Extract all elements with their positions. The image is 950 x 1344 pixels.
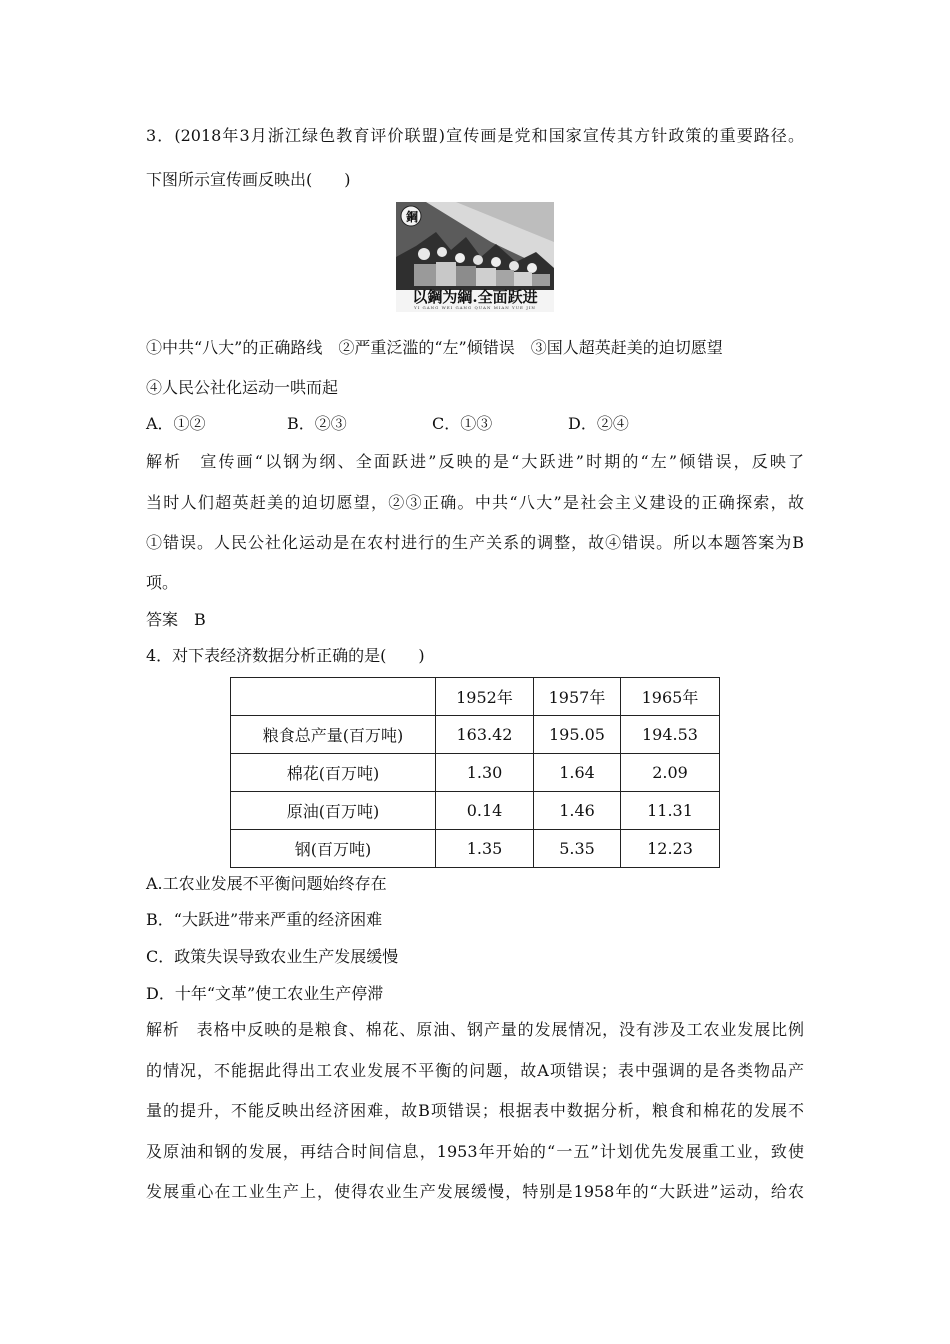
q3-option-c: C．①③ [432, 414, 493, 433]
table-cell: 钢(百万吨) [231, 830, 436, 868]
q3-options [146, 414, 804, 434]
q4-option-d: D．十年“文革”使工农业生产停滞 [146, 984, 384, 1003]
table-row [231, 830, 720, 868]
q3-answer: 答案 B [146, 610, 206, 629]
q3-analysis-line-4: 项。 [146, 573, 179, 592]
table-header-row [231, 678, 720, 716]
q3-stem-line-2: 下图所示宣传画反映出( ) [146, 170, 351, 189]
table-cell: 棉花(百万吨) [231, 754, 436, 792]
table-cell: 194.53 [621, 716, 720, 754]
table-cell: 1.64 [534, 754, 621, 792]
q4-option-a: A.工农业发展不平衡问题始终存在 [146, 874, 387, 893]
table-cell: 0.14 [436, 792, 534, 830]
table-cell: 5.35 [534, 830, 621, 868]
q4-analysis-line-5: 发展重心在工业生产上，使得农业生产发展缓慢，特别是1958年的“大跃进”运动，给农 [146, 1182, 804, 1201]
table-cell: 12.23 [621, 830, 720, 868]
q4-analysis-line-2: 的情况，不能据此得出工农业发展不平衡的问题，故A项错误；表中强调的是各类物品产 [146, 1061, 804, 1080]
table-header-cell [231, 678, 436, 716]
poster-pinyin: YI GANG WEI GANG QUAN MIAN YUE JIN [414, 305, 536, 310]
table-cell: 195.05 [534, 716, 621, 754]
poster-caption: 以鋼为綱.全面跃进 [412, 288, 538, 306]
q3-option-d: D．②④ [568, 414, 629, 433]
table-row [231, 754, 720, 792]
q4-option-c: C．政策失误导致农业生产发展缓慢 [146, 947, 399, 966]
table-cell: 粮食总产量(百万吨) [231, 716, 436, 754]
q4-analysis-line-4: 及原油和钢的发展，再结合时间信息，1953年开始的“一五”计划优先发展重工业，致使 [146, 1142, 804, 1161]
table-cell: 原油(百万吨) [231, 792, 436, 830]
table-row [231, 792, 720, 830]
table-header-cell: 1965年 [621, 678, 720, 716]
q3-analysis-line-3: ①错误。人民公社化运动是在农村进行的生产关系的调整，故④错误。所以本题答案为B [146, 533, 804, 552]
q4-stem: 4．对下表经济数据分析正确的是( ) [146, 646, 425, 665]
q4-analysis-line-3: 量的提升，不能反映出经济困难，故B项错误；根据表中数据分析，粮食和棉花的发展不 [146, 1101, 804, 1120]
table-cell: 1.35 [436, 830, 534, 868]
table-header-cell: 1957年 [534, 678, 621, 716]
table-cell: 1.46 [534, 792, 621, 830]
table-cell: 11.31 [621, 792, 720, 830]
table-header-cell: 1952年 [436, 678, 534, 716]
q3-analysis-line-2: 当时人们超英赶美的迫切愿望，②③正确。中共“八大”是社会主义建设的正确探索，故 [146, 493, 804, 512]
q3-option-b: B．②③ [287, 414, 347, 433]
q4-analysis-line-1: 解析 表格中反映的是粮食、棉花、原油、钢产量的发展情况，没有涉及工农业发展比例 [146, 1020, 804, 1039]
q3-stem-line-1: 3．(2018年3月浙江绿色教育评价联盟)宣传画是党和国家宣传其方针政策的重要路径。 [146, 126, 804, 145]
table-row [231, 716, 720, 754]
q3-statements-line-1: ①中共“八大”的正确路线 ②严重泛滥的“左”倾错误 ③国人超英赶美的迫切愿望 [146, 338, 723, 357]
q3-statements-line-2: ④人民公社化运动一哄而起 [146, 378, 339, 397]
poster-badge-text: 鋼 [405, 210, 418, 224]
table-cell: 1.30 [436, 754, 534, 792]
economic-data-table [230, 677, 720, 868]
q3-analysis-line-1: 解析 宣传画“以钢为纲、全面跃进”反映的是“大跃进”时期的“左”倾错误，反映了 [146, 452, 804, 471]
q3-option-a: A．①② [146, 414, 206, 433]
table-cell: 163.42 [436, 716, 534, 754]
table-cell: 2.09 [621, 754, 720, 792]
propaganda-poster-image [396, 202, 554, 312]
q4-option-b: B．“大跃进”带来严重的经济困难 [146, 910, 383, 929]
